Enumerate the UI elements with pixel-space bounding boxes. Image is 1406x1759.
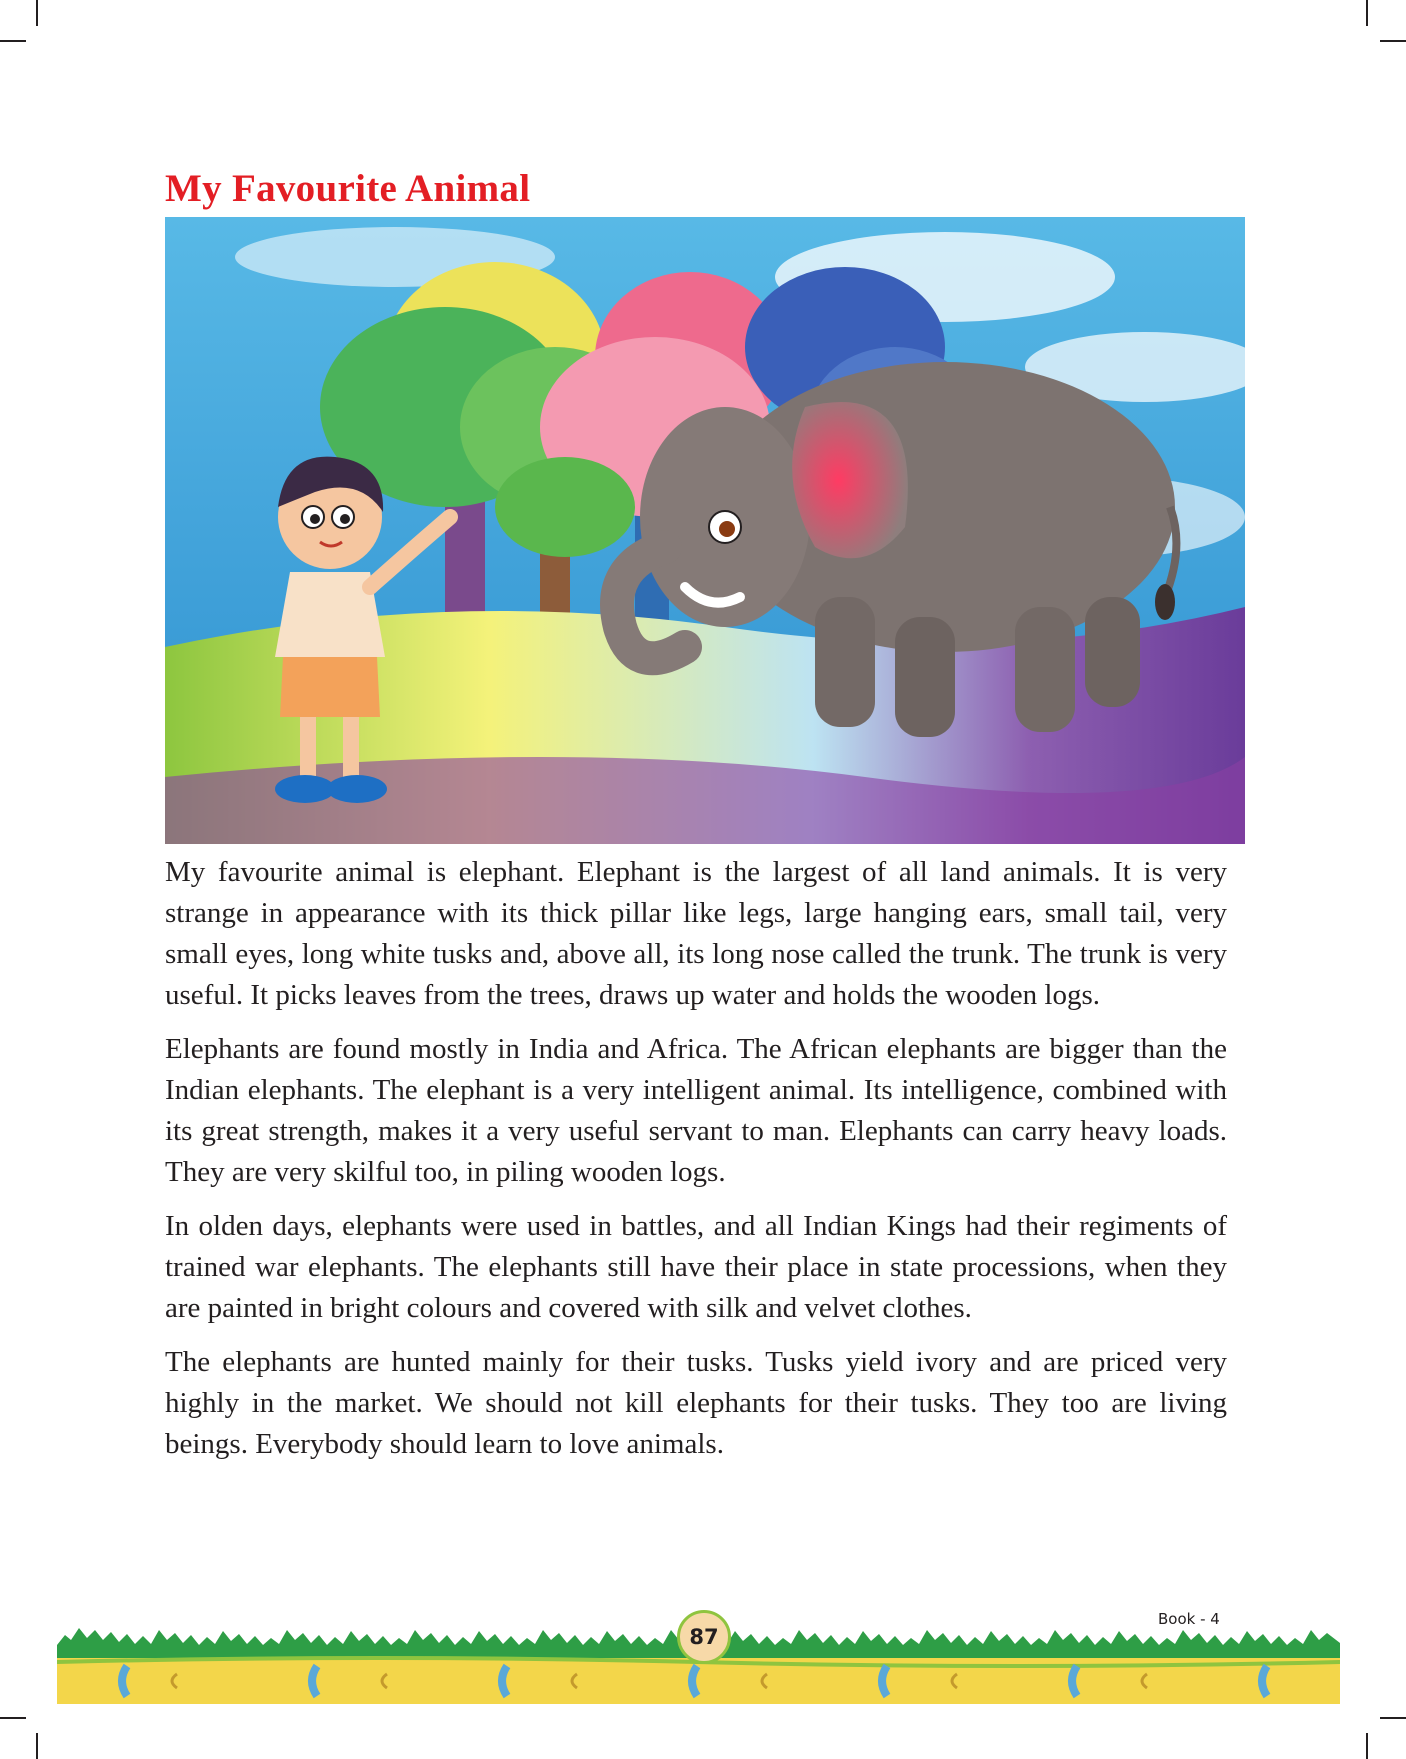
paragraph: In olden days, elephants were used in battles, and all Indian Kings had their regiments of trained war elephants. The elephants still have their place in state processions, when they are painted in bright colours and covered with silk and velvet clothes. (165, 1210, 1227, 1324)
page-title: My Favourite Animal (165, 167, 531, 210)
crop-mark (1380, 40, 1406, 42)
girl-and-elephant-illustration (165, 217, 1245, 844)
crop-mark (1366, 1733, 1368, 1759)
paragraph: My favourite animal is elephant. Elephant is the largest of all land animals. It is very strange in appearance with its thick pillar like legs, large hanging ears, small tail, very small eyes, long white tusks and, above all, its long nose called the trunk. The trunk is very useful. It picks leaves from the trees, draws up water and holds the wooden logs. (165, 856, 1227, 1011)
paragraph: The elephants are hunted mainly for their tusks. Tusks yield ivory and are priced very highly in the market. We should not kill elephants for their tusks. They too are living beings. Everybody should learn to love animals. (165, 1346, 1227, 1460)
paragraph: Elephants are found mostly in India and Africa. The African elephants are bigger than the Indian elephants. The elephant is a very intelligent animal. Its intelligence, combined with its great strength, makes it a very useful servant to man. Elephants can carry heavy loads. They are very skilful too, in piling wooden logs. (165, 1033, 1227, 1188)
crop-mark (1366, 0, 1368, 26)
book-label: Book - 4 (1158, 1610, 1220, 1628)
crop-mark (36, 1733, 38, 1759)
crop-mark (1380, 1717, 1406, 1719)
crop-mark (36, 0, 38, 26)
article-body (165, 852, 1227, 1478)
page-number: 87 (677, 1610, 731, 1664)
crop-mark (0, 40, 26, 42)
crop-mark (0, 1717, 26, 1719)
